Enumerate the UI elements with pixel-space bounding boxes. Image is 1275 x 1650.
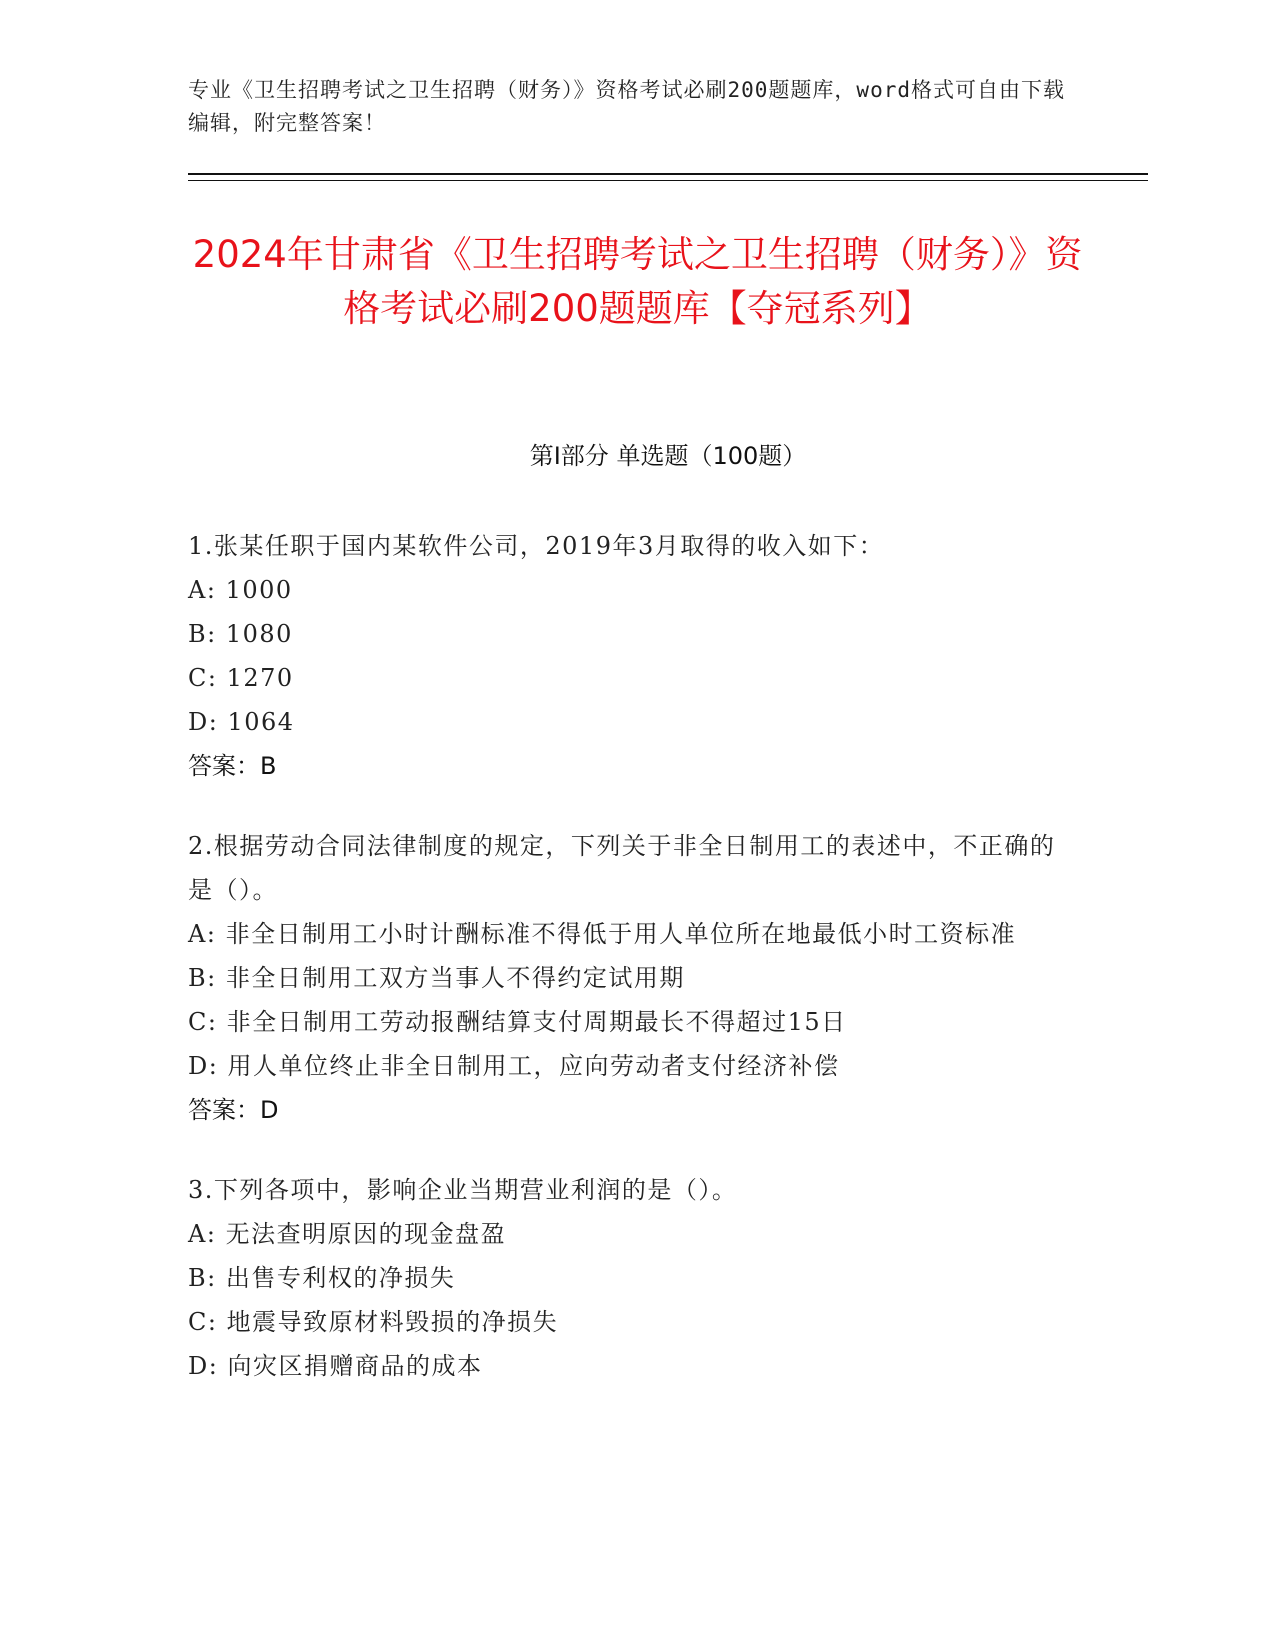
option-c (188, 656, 1078, 700)
document-title: 2024年甘肃省《卫生招聘考试之卫生招聘（财务）》资格考试必刷200题题库【夺冠系列】 (192, 233, 1083, 330)
option-text: 地震导致原材料毁损的净损失 (226, 1308, 559, 1336)
option-key: A (188, 576, 207, 604)
option-separator: : (207, 1308, 218, 1336)
option-key: A (188, 920, 207, 948)
option-key: C (188, 664, 208, 692)
option-a (188, 568, 1078, 612)
option-separator: : (206, 920, 217, 948)
option-b (188, 1256, 1078, 1300)
answer-line: 答案：B (188, 752, 277, 780)
option-text: 1270 (226, 664, 294, 692)
option-text: 非全日制用工劳动报酬结算支付周期最长不得超过15日 (226, 1008, 847, 1036)
option-separator: : (206, 576, 217, 604)
option-separator: : (208, 708, 219, 736)
option-d (188, 700, 1078, 744)
option-key: D (188, 1352, 209, 1380)
option-key: B (188, 620, 208, 648)
section-heading: 第I部分 单选题（100题） (529, 442, 807, 470)
option-text: 用人单位终止非全日制用工，应向劳动者支付经济补偿 (227, 1052, 840, 1080)
option-separator: : (207, 620, 217, 648)
option-text: 1080 (225, 620, 293, 648)
question-stem: 1.张某任职于国内某软件公司，2019年3月取得的收入如下： (188, 532, 885, 560)
header-divider-thick (188, 173, 1148, 175)
question-item (188, 1168, 1078, 1388)
header-divider-thin (188, 180, 1148, 181)
question-stem: 3.下列各项中，影响企业当期营业利润的是（）。 (188, 1176, 738, 1204)
option-d (188, 1344, 1078, 1388)
question-item (188, 824, 1078, 1132)
option-separator: : (207, 964, 217, 992)
option-text: 出售专利权的净损失 (225, 1264, 456, 1292)
option-c (188, 1300, 1078, 1344)
option-text: 1000 (225, 576, 293, 604)
option-text: 非全日制用工小时计酬标准不得低于用人单位所在地最低小时工资标准 (225, 920, 1017, 948)
option-key: C (188, 1008, 208, 1036)
option-key: B (188, 1264, 208, 1292)
option-a (188, 912, 1078, 956)
option-separator: : (208, 1352, 219, 1380)
option-key: C (188, 1308, 208, 1336)
answer-line: 答案：D (188, 1096, 279, 1124)
option-text: 1064 (227, 708, 295, 736)
option-text: 向灾区捐赠商品的成本 (227, 1352, 483, 1380)
question-stem: 2.根据劳动合同法律制度的规定，下列关于非全日制用工的表述中，不正确的是（）。 (188, 832, 1056, 904)
option-text: 非全日制用工双方当事人不得约定试用期 (225, 964, 685, 992)
option-key: D (188, 1052, 209, 1080)
option-b (188, 612, 1078, 656)
option-separator: : (208, 1052, 219, 1080)
option-key: D (188, 708, 209, 736)
question-list (188, 524, 1078, 1424)
option-key: A (188, 1220, 207, 1248)
option-a (188, 1212, 1078, 1256)
option-separator: : (207, 664, 218, 692)
option-d (188, 1044, 1078, 1088)
option-separator: : (206, 1220, 217, 1248)
option-text: 无法查明原因的现金盘盈 (225, 1220, 507, 1248)
option-key: B (188, 964, 208, 992)
option-separator: : (207, 1264, 217, 1292)
option-separator: : (207, 1008, 218, 1036)
question-item (188, 524, 1078, 788)
option-c (188, 1000, 1078, 1044)
option-b (188, 956, 1078, 1000)
header-note: 专业《卫生招聘考试之卫生招聘（财务）》资格考试必刷200题题库，word格式可自由下载编辑，附完整答案！ (188, 78, 1065, 135)
